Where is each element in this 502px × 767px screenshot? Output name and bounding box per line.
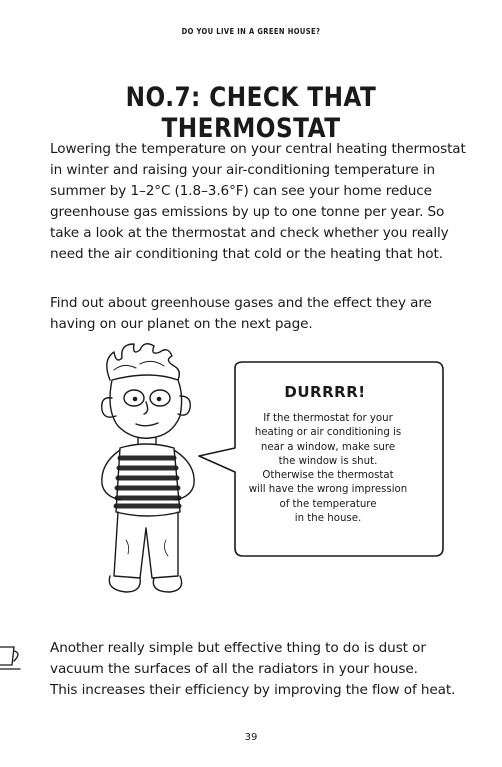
bubble-line: If the thermostat for your	[263, 413, 393, 424]
paragraph-radiators	[50, 638, 460, 701]
bubble-line: of the temperature	[279, 498, 377, 510]
bubble-line: Otherwise the thermostat	[262, 470, 394, 482]
paragraph-greenhouse-gases	[50, 293, 460, 335]
text-line: Lowering the temperature on your central heating thermostat	[50, 141, 466, 157]
bubble-line: the window is shut.	[278, 455, 378, 467]
page-number: 39	[244, 732, 258, 743]
bubble-line: in the house.	[294, 513, 362, 525]
bubble-line: heating or air conditioning is	[254, 427, 402, 439]
cartoon-boy-illustration	[80, 340, 230, 600]
text-line: in winter and raising your air-conditioning temperature in	[50, 162, 436, 178]
text-line: greenhouse gas emissions by up to one tonne per year. So	[50, 204, 445, 220]
paragraph-thermostat	[50, 139, 466, 265]
bubble-line: near a window, make sure	[260, 441, 396, 453]
text-line: summer by 1–2°C (1.8–3.6°F) can see your home reduce	[50, 183, 432, 199]
text-line: having on our planet on the next page.	[50, 316, 313, 332]
text-line: Find out about greenhouse gases and the effect they are	[50, 295, 432, 311]
bubble-title: DURRRR!	[284, 383, 366, 401]
text-line: take a look at the thermostat and check whether you really	[50, 225, 449, 241]
bubble-line: will have the wrong impression	[248, 484, 408, 496]
bubble-text	[238, 412, 418, 526]
page-title: NO.7: CHECK THAT THERMOSTAT	[125, 82, 377, 144]
text-line: Another really simple but effective thing to do is dust or	[50, 640, 426, 656]
text-line: This increases their efficiency by improving the flow of heat.	[50, 682, 456, 698]
running-head: DO YOU LIVE IN A GREEN HOUSE?	[181, 27, 321, 36]
text-line: need the air conditioning that cold or the heating that hot.	[50, 246, 443, 262]
cup-doodle	[0, 635, 30, 675]
text-line: vacuum the surfaces of all the radiators in your house.	[50, 661, 418, 677]
